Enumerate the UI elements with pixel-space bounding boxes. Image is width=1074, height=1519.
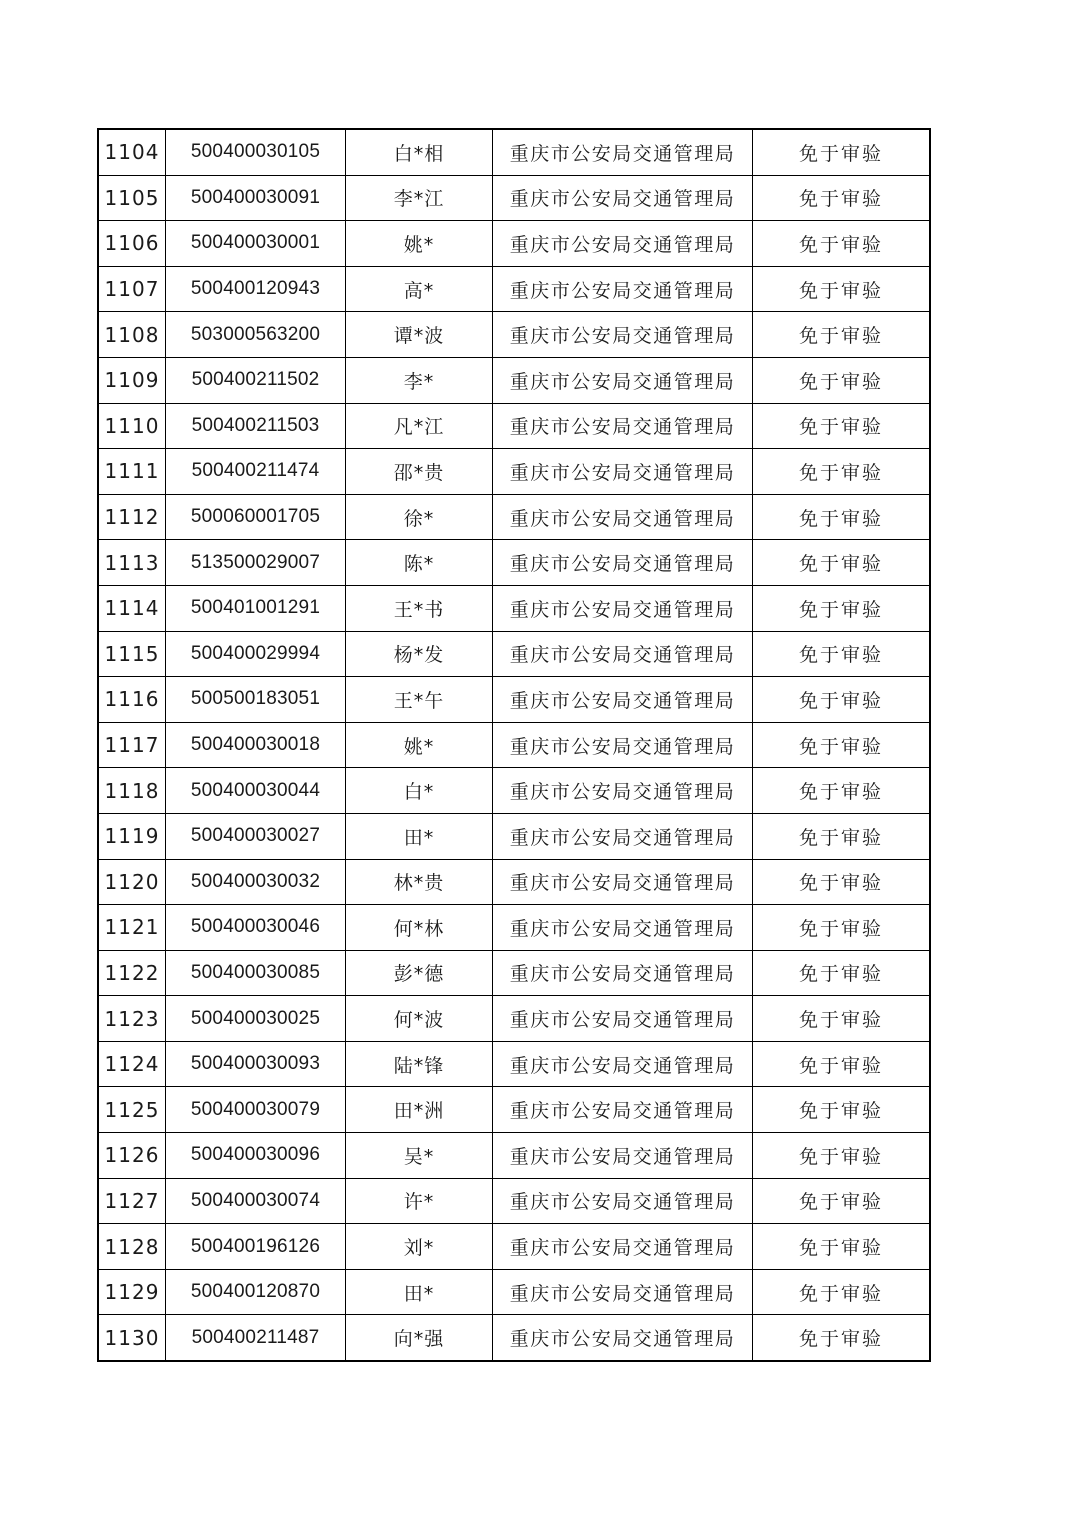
cell-issuing-authority: 重庆市公安局交通管理局 <box>493 768 753 814</box>
table-row <box>98 357 930 403</box>
cell-sequence-number: 1123 <box>98 996 166 1042</box>
table-row <box>98 129 930 175</box>
cell-license-number: 500400211474 <box>166 449 346 495</box>
cell-license-number: 500400030096 <box>166 1133 346 1179</box>
cell-review-result: 免于审验 <box>753 540 931 586</box>
cell-review-result: 免于审验 <box>753 585 931 631</box>
cell-sequence-number: 1118 <box>98 768 166 814</box>
cell-person-name: 白* <box>346 768 493 814</box>
records-table <box>97 128 931 1362</box>
table-row <box>98 449 930 495</box>
cell-issuing-authority: 重庆市公安局交通管理局 <box>493 813 753 859</box>
cell-review-result: 免于审验 <box>753 950 931 996</box>
table-row <box>98 1269 930 1315</box>
cell-issuing-authority: 重庆市公安局交通管理局 <box>493 1133 753 1179</box>
cell-review-result: 免于审验 <box>753 449 931 495</box>
cell-license-number: 500400120870 <box>166 1269 346 1315</box>
cell-issuing-authority: 重庆市公安局交通管理局 <box>493 449 753 495</box>
cell-issuing-authority: 重庆市公安局交通管理局 <box>493 1087 753 1133</box>
cell-sequence-number: 1127 <box>98 1178 166 1224</box>
cell-license-number: 500400030091 <box>166 175 346 221</box>
cell-sequence-number: 1129 <box>98 1269 166 1315</box>
table-row <box>98 677 930 723</box>
cell-license-number: 500400120943 <box>166 266 346 312</box>
cell-review-result: 免于审验 <box>753 494 931 540</box>
cell-sequence-number: 1130 <box>98 1315 166 1361</box>
cell-license-number: 500060001705 <box>166 494 346 540</box>
cell-sequence-number: 1122 <box>98 950 166 996</box>
cell-person-name: 凡*江 <box>346 403 493 449</box>
cell-review-result: 免于审验 <box>753 722 931 768</box>
cell-person-name: 彭*德 <box>346 950 493 996</box>
cell-person-name: 田* <box>346 813 493 859</box>
records-body <box>98 129 930 1361</box>
cell-sequence-number: 1128 <box>98 1224 166 1270</box>
cell-sequence-number: 1115 <box>98 631 166 677</box>
cell-review-result: 免于审验 <box>753 266 931 312</box>
table-row <box>98 221 930 267</box>
cell-issuing-authority: 重庆市公安局交通管理局 <box>493 677 753 723</box>
table-row <box>98 1133 930 1179</box>
cell-sequence-number: 1107 <box>98 266 166 312</box>
cell-issuing-authority: 重庆市公安局交通管理局 <box>493 540 753 586</box>
cell-person-name: 田*洲 <box>346 1087 493 1133</box>
table-row <box>98 1087 930 1133</box>
cell-person-name: 姚* <box>346 722 493 768</box>
cell-sequence-number: 1113 <box>98 540 166 586</box>
cell-person-name: 何*波 <box>346 996 493 1042</box>
cell-person-name: 向*强 <box>346 1315 493 1361</box>
table-row <box>98 266 930 312</box>
cell-license-number: 500400030044 <box>166 768 346 814</box>
cell-license-number: 500400029994 <box>166 631 346 677</box>
cell-sequence-number: 1125 <box>98 1087 166 1133</box>
cell-issuing-authority: 重庆市公安局交通管理局 <box>493 996 753 1042</box>
cell-person-name: 谭*波 <box>346 312 493 358</box>
cell-issuing-authority: 重庆市公安局交通管理局 <box>493 631 753 677</box>
cell-sequence-number: 1120 <box>98 859 166 905</box>
cell-issuing-authority: 重庆市公安局交通管理局 <box>493 129 753 175</box>
cell-sequence-number: 1117 <box>98 722 166 768</box>
cell-issuing-authority: 重庆市公安局交通管理局 <box>493 1041 753 1087</box>
cell-review-result: 免于审验 <box>753 859 931 905</box>
cell-review-result: 免于审验 <box>753 1269 931 1315</box>
cell-sequence-number: 1126 <box>98 1133 166 1179</box>
table-row <box>98 1315 930 1361</box>
cell-person-name: 林*贵 <box>346 859 493 905</box>
cell-sequence-number: 1124 <box>98 1041 166 1087</box>
cell-sequence-number: 1119 <box>98 813 166 859</box>
cell-person-name: 刘* <box>346 1224 493 1270</box>
cell-person-name: 杨*发 <box>346 631 493 677</box>
cell-sequence-number: 1109 <box>98 357 166 403</box>
table-row <box>98 585 930 631</box>
cell-issuing-authority: 重庆市公安局交通管理局 <box>493 357 753 403</box>
cell-license-number: 500400030079 <box>166 1087 346 1133</box>
cell-license-number: 500400211502 <box>166 357 346 403</box>
cell-sequence-number: 1111 <box>98 449 166 495</box>
cell-review-result: 免于审验 <box>753 403 931 449</box>
cell-person-name: 李* <box>346 357 493 403</box>
cell-review-result: 免于审验 <box>753 1041 931 1087</box>
cell-issuing-authority: 重庆市公安局交通管理局 <box>493 266 753 312</box>
table-row <box>98 859 930 905</box>
cell-license-number: 500400196126 <box>166 1224 346 1270</box>
cell-license-number: 500400030027 <box>166 813 346 859</box>
cell-sequence-number: 1112 <box>98 494 166 540</box>
cell-issuing-authority: 重庆市公安局交通管理局 <box>493 1224 753 1270</box>
table-row <box>98 905 930 951</box>
cell-review-result: 免于审验 <box>753 905 931 951</box>
cell-sequence-number: 1110 <box>98 403 166 449</box>
cell-issuing-authority: 重庆市公安局交通管理局 <box>493 859 753 905</box>
cell-license-number: 500400030032 <box>166 859 346 905</box>
cell-issuing-authority: 重庆市公安局交通管理局 <box>493 722 753 768</box>
cell-license-number: 500400030074 <box>166 1178 346 1224</box>
cell-person-name: 吴* <box>346 1133 493 1179</box>
cell-license-number: 500400030018 <box>166 722 346 768</box>
cell-issuing-authority: 重庆市公安局交通管理局 <box>493 950 753 996</box>
cell-sequence-number: 1114 <box>98 585 166 631</box>
cell-person-name: 王*午 <box>346 677 493 723</box>
cell-review-result: 免于审验 <box>753 175 931 221</box>
cell-license-number: 500400211487 <box>166 1315 346 1361</box>
table-row <box>98 631 930 677</box>
cell-review-result: 免于审验 <box>753 1224 931 1270</box>
cell-person-name: 何*林 <box>346 905 493 951</box>
cell-person-name: 李*江 <box>346 175 493 221</box>
cell-review-result: 免于审验 <box>753 996 931 1042</box>
cell-review-result: 免于审验 <box>753 1087 931 1133</box>
table-row <box>98 403 930 449</box>
cell-issuing-authority: 重庆市公安局交通管理局 <box>493 312 753 358</box>
cell-sequence-number: 1121 <box>98 905 166 951</box>
cell-person-name: 陆*锋 <box>346 1041 493 1087</box>
cell-person-name: 田* <box>346 1269 493 1315</box>
cell-sequence-number: 1104 <box>98 129 166 175</box>
cell-review-result: 免于审验 <box>753 631 931 677</box>
cell-person-name: 徐* <box>346 494 493 540</box>
cell-person-name: 姚* <box>346 221 493 267</box>
cell-license-number: 500401001291 <box>166 585 346 631</box>
cell-issuing-authority: 重庆市公安局交通管理局 <box>493 494 753 540</box>
cell-review-result: 免于审验 <box>753 129 931 175</box>
cell-license-number: 500400030085 <box>166 950 346 996</box>
cell-person-name: 邵*贵 <box>346 449 493 495</box>
table-row <box>98 722 930 768</box>
cell-issuing-authority: 重庆市公安局交通管理局 <box>493 585 753 631</box>
cell-person-name: 白*相 <box>346 129 493 175</box>
cell-license-number: 500400030105 <box>166 129 346 175</box>
cell-issuing-authority: 重庆市公安局交通管理局 <box>493 1315 753 1361</box>
cell-license-number: 513500029007 <box>166 540 346 586</box>
cell-license-number: 500500183051 <box>166 677 346 723</box>
cell-sequence-number: 1105 <box>98 175 166 221</box>
cell-license-number: 500400211503 <box>166 403 346 449</box>
table-row <box>98 813 930 859</box>
cell-person-name: 王*书 <box>346 585 493 631</box>
cell-sequence-number: 1116 <box>98 677 166 723</box>
cell-review-result: 免于审验 <box>753 677 931 723</box>
cell-license-number: 500400030001 <box>166 221 346 267</box>
cell-review-result: 免于审验 <box>753 768 931 814</box>
cell-review-result: 免于审验 <box>753 1178 931 1224</box>
cell-review-result: 免于审验 <box>753 221 931 267</box>
cell-sequence-number: 1106 <box>98 221 166 267</box>
table-row <box>98 540 930 586</box>
table-row <box>98 1178 930 1224</box>
cell-review-result: 免于审验 <box>753 1315 931 1361</box>
cell-person-name: 许* <box>346 1178 493 1224</box>
table-row <box>98 312 930 358</box>
table-row <box>98 1041 930 1087</box>
cell-issuing-authority: 重庆市公安局交通管理局 <box>493 221 753 267</box>
cell-license-number: 500400030046 <box>166 905 346 951</box>
table-row <box>98 996 930 1042</box>
cell-license-number: 500400030025 <box>166 996 346 1042</box>
table-row <box>98 768 930 814</box>
cell-issuing-authority: 重庆市公安局交通管理局 <box>493 403 753 449</box>
cell-license-number: 503000563200 <box>166 312 346 358</box>
cell-issuing-authority: 重庆市公安局交通管理局 <box>493 1178 753 1224</box>
cell-issuing-authority: 重庆市公安局交通管理局 <box>493 905 753 951</box>
table-row <box>98 1224 930 1270</box>
cell-issuing-authority: 重庆市公安局交通管理局 <box>493 1269 753 1315</box>
cell-review-result: 免于审验 <box>753 312 931 358</box>
cell-person-name: 高* <box>346 266 493 312</box>
table-row <box>98 494 930 540</box>
table-row <box>98 950 930 996</box>
table-row <box>98 175 930 221</box>
cell-person-name: 陈* <box>346 540 493 586</box>
cell-issuing-authority: 重庆市公安局交通管理局 <box>493 175 753 221</box>
cell-review-result: 免于审验 <box>753 813 931 859</box>
cell-review-result: 免于审验 <box>753 357 931 403</box>
cell-sequence-number: 1108 <box>98 312 166 358</box>
cell-license-number: 500400030093 <box>166 1041 346 1087</box>
cell-review-result: 免于审验 <box>753 1133 931 1179</box>
